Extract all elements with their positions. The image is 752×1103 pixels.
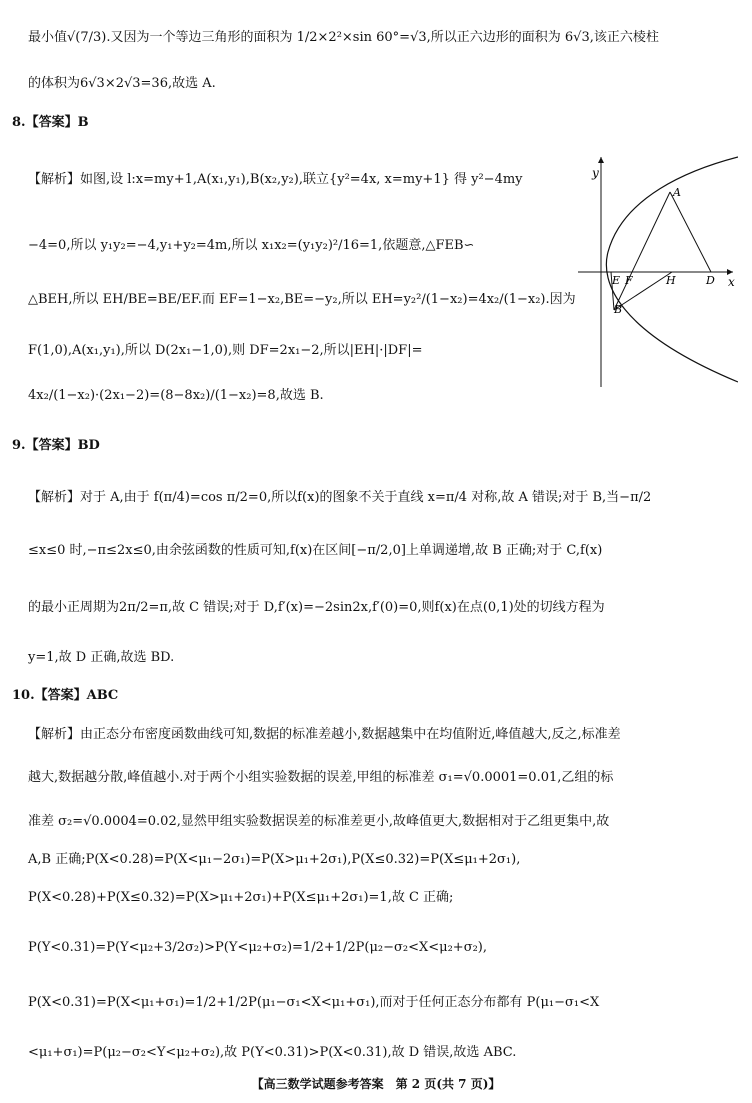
text-line-7: F(1,0),A(x₁,y₁),所以 D(2x₁−1,0),则 DF=2x₁−2,所以|EH|·|DF|= xyxy=(28,343,423,358)
label-A: A xyxy=(673,186,681,199)
label-F: F xyxy=(625,274,633,287)
text-line-4: 【解析】如图,设 l:x=my+1,A(x₁,y₁),B(x₂,y₂),联立{y²=4x, x=my+1} 得 y²−4my xyxy=(28,172,523,187)
text-line-13: y=1,故 D 正确,故选 BD. xyxy=(28,650,175,665)
line-AB xyxy=(614,192,670,310)
text-line-20: P(Y<0.31)=P(Y<μ₂+3/2σ₂)>P(Y<μ₂+σ₂)=1/2+1/2P(μ₂−σ₂<X<μ₂+σ₂), xyxy=(28,940,487,955)
text-line-8: 4x₂/(1−x₂)·(2x₁−2)=(8−8x₂)/(1−x₂)=8,故选 B. xyxy=(28,388,324,403)
label-x: x xyxy=(728,275,735,289)
label-H: H xyxy=(666,274,676,287)
text-line-19: P(X<0.28)+P(X≤0.32)=P(X>μ₁+2σ₁)+P(X≤μ₁+2σ₁)=1,故 C 正确; xyxy=(28,890,454,905)
label-D: D xyxy=(706,274,715,287)
line-AD xyxy=(670,192,711,272)
text-line-11: ≤x≤0 时,−π≤2x≤0,由余弦函数的性质可知,f(x)在区间[−π/2,0]上单调递增,故 B 正确;对于 C,f(x) xyxy=(28,543,603,558)
text-line-17: 准差 σ₂=√0.0004=0.02,显然甲组实验数据误差的标准差更小,故峰值更大,数据相对于乙组更集中,故 xyxy=(28,814,610,829)
text-line-16: 越大,数据越分散,峰值越小.对于两个小组实验数据的误差,甲组的标准差 σ₁=√0.0001=0.01,乙组的标 xyxy=(28,770,614,785)
text-line-10: 【解析】对于 A,由于 f(π/4)=cos π/2=0,所以f(x)的图象不关于直线 x=π/4 对称,故 A 错误;对于 B,当−π/2 xyxy=(28,490,652,505)
text-line-15: 【解析】由正态分布密度函数曲线可知,数据的标准差越小,数据越集中在均值附近,峰值越大,反之,标准差 xyxy=(28,727,621,742)
answer-heading-10: 10.【答案】ABC xyxy=(12,688,119,703)
text-line-12: 的最小正周期为2π/2=π,故 C 错误;对于 D,f′(x)=−2sin2x,f′(0)=0,则f(x)在点(0,1)处的切线方程为 xyxy=(28,600,605,615)
label-y: y xyxy=(592,166,599,180)
page-footer: 【高三数学试题参考答案 第 2 页(共 7 页)】 xyxy=(251,1077,501,1091)
parabola-figure xyxy=(578,152,738,392)
answer-heading-9: 9.【答案】BD xyxy=(12,438,100,453)
label-E: E xyxy=(612,274,621,287)
text-line-21: P(X<0.31)=P(X<μ₁+σ₁)=1/2+1/2P(μ₁−σ₁<X<μ₁+σ₁),而对于任何正态分布都有 P(μ₁−σ₁<X xyxy=(28,995,600,1010)
text-line-5: −4=0,所以 y₁y₂=−4,y₁+y₂=4m,所以 x₁x₂=(y₁y₂)²/16=1,依题意,△FEB∽ xyxy=(28,238,475,253)
text-line-22: <μ₁+σ₁)=P(μ₂−σ₂<Y<μ₂+σ₂),故 P(Y<0.31)>P(X<0.31),故 D 错误,故选 ABC. xyxy=(28,1045,517,1060)
text-line-1: 最小值√(7/3).又因为一个等边三角形的面积为 1/2×2²×sin 60°=√3,所以正六边形的面积为 6√3,该正六棱柱 xyxy=(28,30,659,45)
y-axis-arrow xyxy=(598,157,604,163)
text-line-6: △BEH,所以 EH/BE=BE/EF.而 EF=1−x₂,BE=−y₂,所以 EH=y₂²/(1−x₂)=4x₂/(1−x₂).因为 xyxy=(28,292,576,307)
text-line-2: 的体积为6√3×2√3=36,故选 A. xyxy=(28,76,216,91)
label-B: B xyxy=(614,303,623,316)
answer-heading-8: 8.【答案】B xyxy=(12,115,89,130)
text-line-18: A,B 正确;P(X<0.28)=P(X<μ₁−2σ₁)=P(X>μ₁+2σ₁),P(X≤0.32)=P(X≤μ₁+2σ₁), xyxy=(28,852,521,867)
